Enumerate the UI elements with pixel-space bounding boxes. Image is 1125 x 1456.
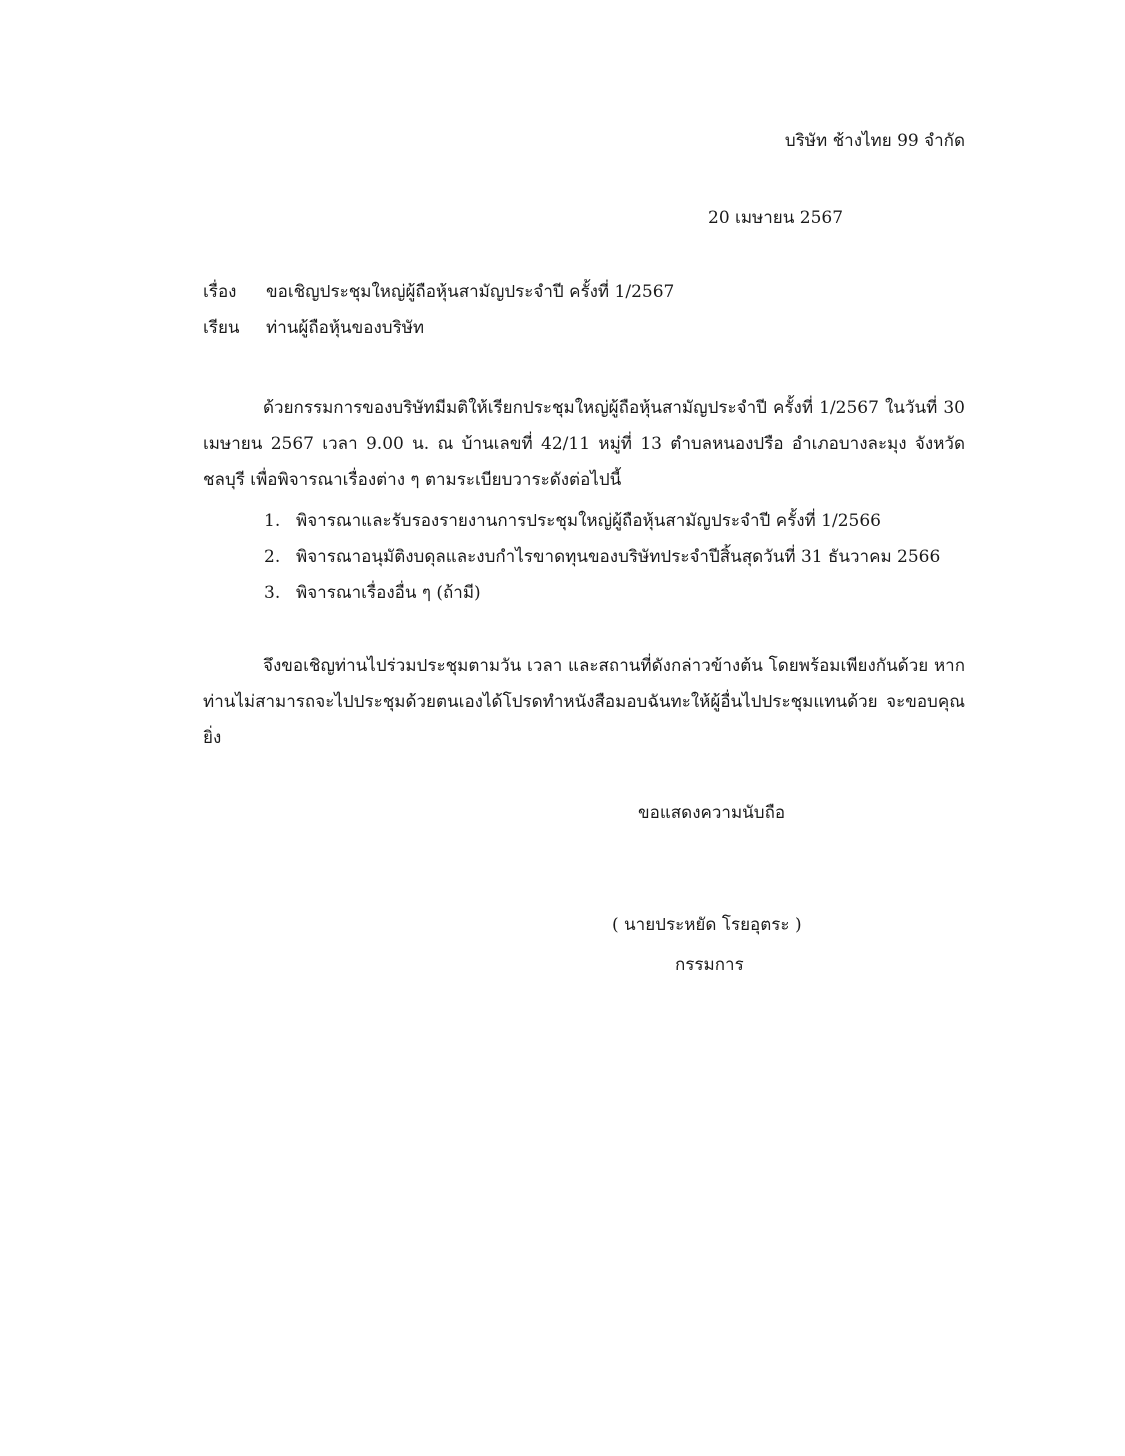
company-name: บริษัท ช้างไทย 99 จำกัด [784,131,965,151]
agenda-item [264,575,940,611]
recipient-text: ท่านผู้ถือหุ้นของบริษัท [266,318,425,338]
body-paragraph-2 [203,648,965,756]
signer-position: กรรมการ [675,955,744,975]
subject-text: ขอเชิญประชุมใหญ่ผู้ถือหุ้นสามัญประจำปี ครั้งที่ 1/2567 [266,282,675,302]
agenda-item-text: พิจารณาและรับรองรายงานการประชุมใหญ่ผู้ถือหุ้นสามัญประจำปี ครั้งที่ 1/2566 [296,511,881,531]
recipient-label: เรียน [203,318,240,338]
agenda-item [264,503,940,539]
body-paragraph-2-text: จึงขอเชิญท่านไปร่วมประชุมตามวัน เวลา และสถานที่ดังกล่าวข้างต้น โดยพร้อมเพียงกันด้วย หากท่านไม่สามารถจะไปประชุมด้วยตนเองได้โปรดทำหนังสือมอบฉันทะให้ผู้อื่นไปประชุมแทนด้วย จะขอบคุณยิ่ง [203,656,965,748]
signer-name: ( นายประหยัด โรยอุตระ ) [612,915,802,935]
agenda-item-text: พิจารณาอนุมัติงบดุลและงบกำไรขาดทุนของบริษัทประจำปีสิ้นสุดวันที่ 31 ธันวาคม 2566 [296,547,941,567]
agenda-item [264,539,940,575]
letter-date: 20 เมษายน 2567 [708,208,844,228]
subject-label: เรื่อง [203,282,237,302]
agenda-item-number: 2. [264,547,281,567]
agenda-item-number: 1. [264,511,281,531]
body-paragraph-1 [203,390,965,498]
agenda-item-text: พิจารณาเรื่องอื่น ๆ (ถ้ามี) [296,583,481,603]
body-paragraph-1-text: ด้วยกรรมการของบริษัทมีมติให้เรียกประชุมใหญ่ผู้ถือหุ้นสามัญประจำปี ครั้งที่ 1/2567 ในวันที่ 30 เมษายน 2567 เวลา 9.00 น. ณ บ้านเลขที่ 42/11 หมู่ที่ 13 ตำบลหนองปรือ อำเภอบางละมุง จังหวัดชลบุรี เพื่อพิจารณาเรื่องต่าง ๆ ตามระเบียบวาระดังต่อไปนี้ [203,398,965,490]
agenda-list [264,503,940,611]
agenda-item-number: 3. [264,583,281,603]
closing-salutation: ขอแสดงความนับถือ [638,803,786,823]
